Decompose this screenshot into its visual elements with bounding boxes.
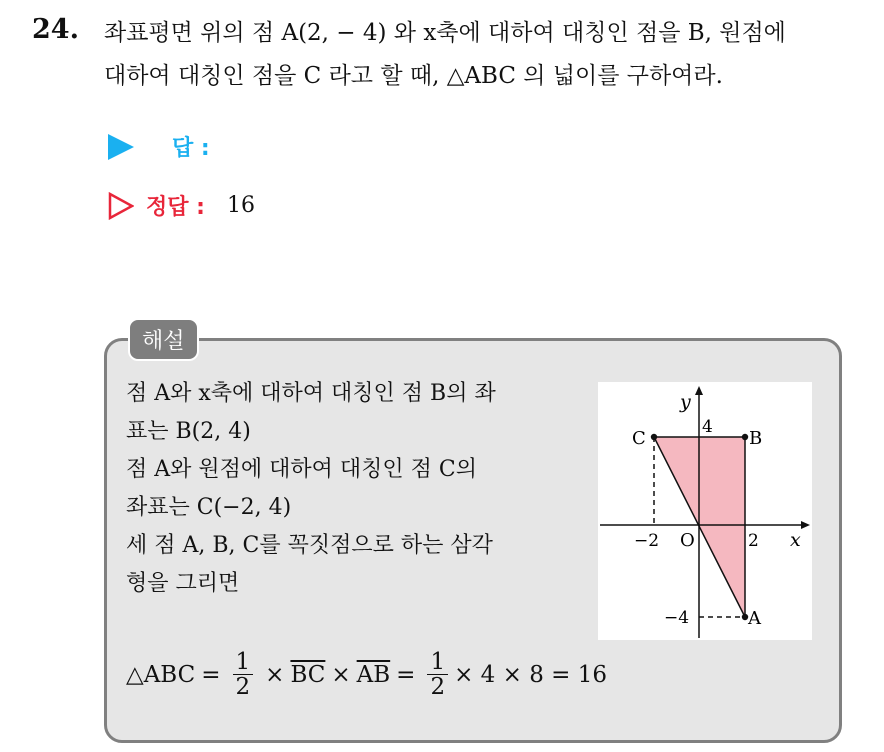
area-formula [126, 650, 607, 699]
solution-line-1: 점 A와 x축에 대하여 대칭인 점 B의 좌 [126, 381, 496, 406]
origin-label: O [680, 530, 695, 551]
formula-lhs: △ABC [126, 661, 196, 688]
point-b-dot [742, 434, 748, 440]
fraction-denominator: 2 [235, 674, 251, 701]
formula-times-2: × [331, 661, 351, 688]
formula-equals-1: = [201, 661, 221, 688]
y-axis-label: y [680, 391, 691, 413]
segment-bc: $\overline{BC}$ [290, 661, 326, 688]
formula-equals-2: = [396, 661, 416, 688]
tick-label-4: 4 [702, 417, 713, 437]
formula-rhs-tail: × 4 × 8 = 16 [454, 661, 607, 688]
solution-tag: 해설 [128, 318, 199, 361]
answer-row [108, 131, 210, 162]
solution-line-6: 형을 그리면 [126, 571, 240, 596]
correct-answer-value: 16 [226, 193, 255, 218]
solution-line-3: 점 A와 원점에 대하여 대칭인 점 C의 [126, 457, 477, 482]
segment-ab: $\overline{AB}$ [356, 661, 391, 688]
outline-triangle-icon [108, 192, 134, 220]
point-c-label: C [632, 428, 646, 449]
fraction-half-1 [233, 650, 254, 699]
x-axis-label: x [790, 529, 801, 551]
graph-svg [598, 382, 812, 640]
solution-line-4: 좌표는 C(−2, 4) [126, 495, 292, 520]
tick-label-neg-4: −4 [664, 608, 690, 628]
point-c-dot [651, 434, 657, 440]
fraction-numerator: 1 [233, 650, 254, 675]
solution-line-2: 표는 B(2, 4) [126, 419, 251, 444]
x-axis-arrow [801, 521, 810, 529]
question-text-line-1: 좌표평면 위의 점 A(2, − 4) 와 x축에 대하여 대칭인 점을 B, 원점에 [104, 20, 786, 46]
play-triangle-icon [108, 134, 134, 160]
tick-label-2: 2 [748, 531, 759, 551]
point-a-label: A [748, 608, 761, 629]
tick-label-neg-2: −2 [634, 531, 660, 551]
fraction-half-2 [427, 650, 448, 699]
fraction-numerator: 1 [427, 650, 448, 675]
point-b-label: B [749, 428, 763, 449]
coordinate-graph [598, 382, 812, 640]
fraction-denominator: 2 [430, 674, 446, 701]
correct-answer-label: 정답 : [146, 195, 205, 220]
solution-line-5: 세 점 A, B, C를 꼭짓점으로 하는 삼각 [126, 533, 493, 558]
formula-times-1: × [265, 661, 285, 688]
correct-answer-row [108, 190, 255, 221]
question-text-line-2: 대하여 대칭인 점을 C 라고 할 때, △ABC 의 넓이를 구하여라. [104, 63, 723, 89]
answer-label: 답 : [172, 136, 210, 161]
question-number: 24. [32, 14, 79, 45]
y-axis-arrow [695, 386, 703, 395]
